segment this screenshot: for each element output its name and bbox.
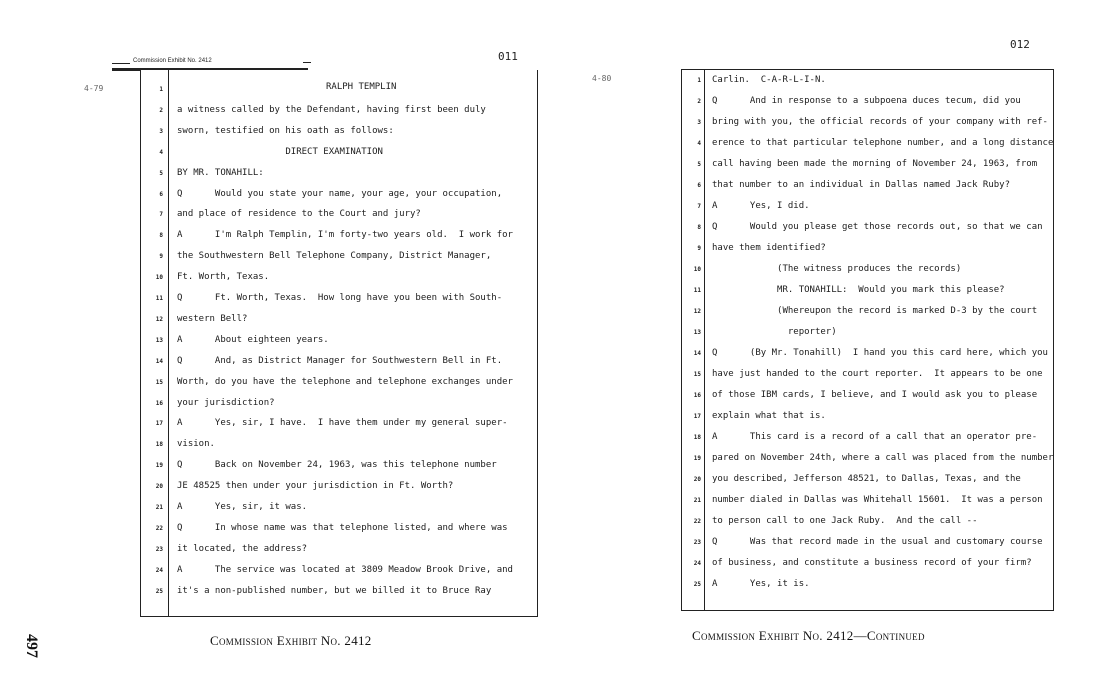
- line-number: 3: [159, 127, 163, 135]
- line-number: 6: [697, 182, 701, 189]
- left-side-number: 4-79: [84, 84, 104, 93]
- line-number: 14: [155, 357, 163, 365]
- line-number: 20: [693, 476, 701, 483]
- right-margin-rule: [704, 70, 705, 610]
- transcript-line: bring with you, the official records of your company with ref-: [712, 117, 1048, 127]
- line-number: 10: [155, 274, 163, 282]
- transcript-line: A I'm Ralph Templin, I'm forty-two years old. I work for: [177, 230, 513, 241]
- line-number: 8: [159, 232, 163, 240]
- line-number: 16: [155, 399, 163, 407]
- transcript-line: A The service was located at 3809 Meadow Brook Drive, and: [177, 564, 513, 575]
- right-side-number: 4-80: [592, 74, 612, 83]
- transcript-line: Carlin. C-A-R-L-I-N.: [712, 75, 826, 85]
- left-caption: Commission Exhibit No. 2412: [210, 633, 372, 648]
- transcript-line: Q Would you please get those records out, so that we can: [712, 222, 1043, 232]
- line-number: 4: [159, 148, 163, 156]
- transcript-line: reporter): [712, 327, 837, 337]
- transcript-line: DIRECT EXAMINATION: [177, 146, 383, 157]
- line-number: 13: [155, 336, 163, 344]
- line-number: 3: [697, 119, 701, 126]
- line-number: 23: [693, 539, 701, 546]
- line-number: 9: [159, 253, 163, 261]
- line-number: 21: [693, 497, 701, 504]
- transcript-line: Q Ft. Worth, Texas. How long have you been with South-: [177, 293, 503, 303]
- transcript-line: A Yes, I did.: [712, 201, 810, 211]
- transcript-line: erence to that particular telephone number, and a long distance: [712, 138, 1054, 148]
- transcript-line: have just handed to the court reporter. It appears to be one: [712, 369, 1043, 379]
- transcript-line: Q (By Mr. Tonahill) I hand you this card here, which you: [712, 348, 1048, 358]
- line-number: 18: [155, 441, 163, 449]
- right-transcript-page: [560, 0, 1094, 691]
- transcript-line: Q Back on November 24, 1963, was this telephone number: [177, 460, 497, 471]
- exhibit-tab-mark: [303, 62, 311, 63]
- transcript-line: number dialed in Dallas was Whitehall 15601. It was a person: [712, 495, 1043, 505]
- page-folio: 497: [23, 634, 40, 658]
- transcript-line: Q Would you state your name, your age, your occupation,: [177, 188, 503, 199]
- line-number: 20: [155, 483, 163, 491]
- line-number: 17: [155, 420, 163, 428]
- exhibit-tab-rule-short: [112, 63, 130, 64]
- line-number: 21: [155, 504, 163, 511]
- line-number: 8: [697, 224, 701, 231]
- line-number: 7: [697, 203, 701, 210]
- line-number: 5: [697, 161, 701, 168]
- line-number: 15: [155, 378, 163, 386]
- right-page-box: [681, 69, 1054, 611]
- line-number: 7: [159, 211, 163, 219]
- transcript-line: Q And in response to a subpoena duces tecum, did you: [712, 96, 1021, 106]
- transcript-line: of business, and constitute a business record of your firm?: [712, 558, 1032, 568]
- line-number: 22: [155, 524, 163, 532]
- transcript-line: (Whereupon the record is marked D-3 by the court: [712, 306, 1038, 316]
- right-caption: Commission Exhibit No. 2412—Continued: [692, 628, 925, 643]
- transcript-line: call having been made the morning of November 24, 1963, from: [712, 159, 1038, 169]
- transcript-line: western Bell?: [177, 313, 248, 324]
- transcript-line: MR. TONAHILL: Would you mark this please?: [712, 285, 1005, 295]
- line-number: 12: [693, 308, 701, 315]
- transcript-line: Q In whose name was that telephone listed, and where was: [177, 522, 508, 533]
- line-number: 19: [693, 455, 701, 462]
- line-number: 1: [697, 77, 701, 84]
- transcript-line: A This card is a record of a call that an operator pre-: [712, 432, 1038, 442]
- left-margin-rule: [168, 70, 169, 616]
- exhibit-tab-label: Commission Exhibit No. 2412: [133, 58, 212, 64]
- line-number: 6: [159, 190, 163, 198]
- line-number: 5: [159, 169, 163, 177]
- transcript-line: A About eighteen years.: [177, 334, 329, 345]
- transcript-line: Q And, as District Manager for Southwestern Bell in Ft.: [177, 355, 503, 366]
- line-number: 9: [697, 245, 701, 252]
- left-header-name: RALPH TEMPLIN: [326, 82, 397, 92]
- line-number: 16: [693, 392, 701, 399]
- left-page-number: 011: [498, 50, 518, 63]
- transcript-line: to person call to one Jack Ruby. And the call --: [712, 516, 978, 526]
- line-number: 23: [155, 545, 163, 553]
- transcript-line: and place of residence to the Court and jury?: [177, 209, 421, 220]
- transcript-line: a witness called by the Defendant, having first been duly: [177, 104, 486, 115]
- line-number: 4: [697, 140, 701, 147]
- line-number: 11: [693, 287, 701, 294]
- line-number: 14: [693, 350, 701, 357]
- line-number: 17: [693, 413, 701, 420]
- transcript-line: it located, the address?: [177, 543, 308, 554]
- line-number: 25: [693, 581, 701, 588]
- line-number: 18: [693, 434, 701, 441]
- transcript-line: it's a non-published number, but we billed it to Bruce Ray: [177, 585, 492, 596]
- transcript-line: JE 48525 then under your jurisdiction in Ft. Worth?: [177, 481, 454, 492]
- transcript-line: sworn, testified on his oath as follows:: [177, 125, 394, 136]
- line-number: 2: [697, 98, 701, 105]
- transcript-line: A Yes, it is.: [712, 579, 810, 589]
- transcript-line: A Yes, sir, it was.: [177, 502, 308, 512]
- transcript-line: vision.: [177, 439, 215, 450]
- line-number: 24: [155, 566, 163, 574]
- transcript-line: have them identified?: [712, 243, 826, 253]
- line-number: 25: [155, 587, 163, 595]
- line-number: 1: [159, 86, 163, 93]
- line-number: 24: [693, 560, 701, 567]
- transcript-line: that number to an individual in Dallas named Jack Ruby?: [712, 180, 1011, 190]
- line-number: 15: [693, 371, 701, 378]
- line-number: 2: [159, 106, 163, 114]
- line-number: 13: [693, 329, 701, 336]
- transcript-line: pared on November 24th, where a call was placed from the number: [712, 453, 1054, 463]
- line-number: 10: [693, 266, 701, 273]
- transcript-line: BY MR. TONAHILL:: [177, 167, 264, 178]
- line-number: 22: [693, 518, 701, 525]
- transcript-line: of those IBM cards, I believe, and I would ask you to please: [712, 390, 1038, 400]
- line-number: 19: [155, 462, 163, 470]
- transcript-line: Ft. Worth, Texas.: [177, 272, 270, 283]
- transcript-line: A Yes, sir, I have. I have them under my general super-: [177, 418, 508, 429]
- transcript-line: the Southwestern Bell Telephone Company, District Manager,: [177, 251, 492, 262]
- transcript-line: (The witness produces the records): [712, 264, 962, 274]
- line-number: 11: [155, 295, 163, 302]
- line-number: 12: [155, 315, 163, 323]
- transcript-line: you described, Jefferson 48521, to Dallas, Texas, and the: [712, 474, 1021, 484]
- transcript-line: explain what that is.: [712, 411, 826, 421]
- transcript-line: Q Was that record made in the usual and customary course: [712, 537, 1043, 547]
- transcript-line: your jurisdiction?: [177, 397, 275, 408]
- transcript-line: Worth, do you have the telephone and telephone exchanges under: [177, 376, 513, 387]
- left-page-box: [140, 70, 538, 617]
- right-page-number: 012: [1010, 38, 1030, 51]
